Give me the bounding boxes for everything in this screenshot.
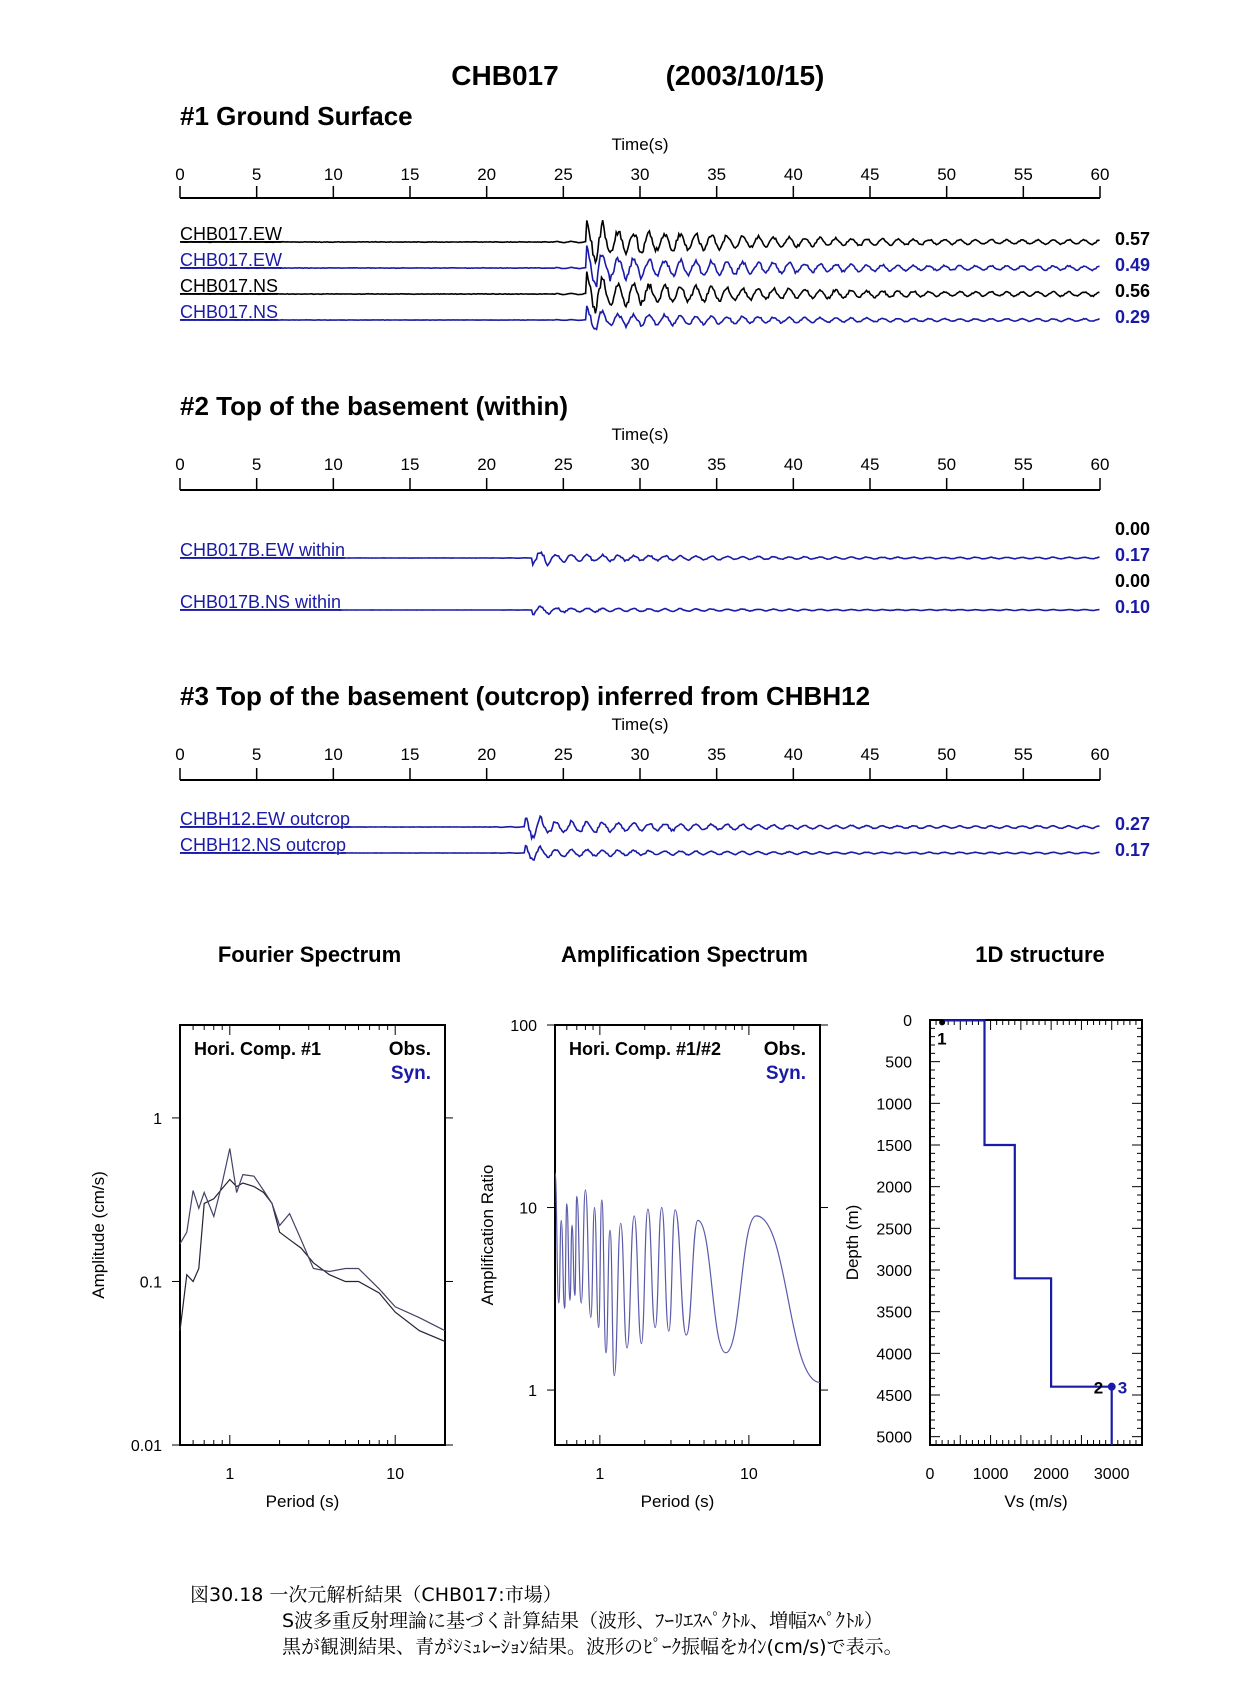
time-tick-label: 5 (251, 165, 262, 184)
figure-caption (190, 1582, 903, 1660)
panel-title: Fourier Spectrum (217, 942, 402, 967)
section-title: #3 Top of the basement (outcrop) inferred from CHBH12 (180, 681, 871, 711)
trace-label: CHB017B.NS within (180, 592, 342, 612)
y-tick-label: 1000 (876, 1096, 912, 1114)
time-tick-label: 20 (477, 165, 497, 184)
peak-amplitude: 0.00 (1114, 571, 1150, 591)
time-tick-label: 15 (400, 745, 420, 764)
y-tick-label: 1500 (876, 1138, 912, 1155)
panel-frame (555, 1025, 820, 1445)
time-tick-label: 25 (553, 165, 573, 184)
y-tick-label: 5000 (876, 1429, 912, 1447)
x-tick-label: 3000 (1093, 1466, 1130, 1483)
x-tick-label: 1000 (972, 1466, 1009, 1483)
y-tick-label: 4500 (876, 1388, 912, 1405)
time-tick-label: 35 (707, 455, 727, 474)
inner-label: Hori. Comp. #1/#2 (569, 1039, 722, 1059)
y-tick-label: 1 (528, 1383, 537, 1401)
amplification-line (555, 1173, 820, 1383)
section-basement-within (175, 391, 1150, 617)
time-tick-label: 35 (707, 165, 727, 184)
vs-profile-line (942, 1020, 1112, 1445)
time-tick-label: 45 (860, 455, 880, 474)
time-tick-label: 0 (175, 455, 185, 474)
peak-amplitude: 0.56 (1114, 281, 1150, 301)
peak-amplitude: 0.17 (1114, 840, 1150, 860)
time-tick-label: 25 (553, 745, 573, 764)
panel-frame (930, 1020, 1142, 1445)
peak-amplitude: 0.49 (1114, 255, 1150, 275)
peak-amplitude: 0.17 (1114, 545, 1150, 565)
caption-line-2: S波多重反射理論に基づく計算結果（波形、ﾌｰﾘｴｽﾍﾟｸﾄﾙ、増幅ｽﾍﾟｸﾄﾙ） (282, 1610, 884, 1632)
y-tick-label: 3500 (876, 1304, 912, 1322)
section-title: #1 Ground Surface (180, 101, 413, 131)
section-title: #2 Top of the basement (within) (180, 391, 569, 421)
inner-label: Hori. Comp. #1 (194, 1039, 322, 1059)
y-axis-label: Depth (m) (843, 1204, 862, 1281)
time-tick-label: 60 (1090, 165, 1110, 184)
time-tick-label: 60 (1090, 745, 1110, 764)
fourier-spectrum-panel (89, 942, 453, 1511)
time-tick-label: 60 (1090, 455, 1110, 474)
time-tick-label: 5 (251, 455, 262, 474)
peak-amplitude: 0.00 (1114, 519, 1150, 539)
time-tick-label: 50 (937, 745, 957, 764)
panel-title: Amplification Spectrum (561, 942, 808, 967)
time-tick-label: 40 (783, 165, 803, 184)
trace-label: CHB017.NS (180, 276, 279, 296)
time-tick-label: 30 (630, 745, 650, 764)
y-axis-label: Amplitude (cm/s) (89, 1171, 108, 1299)
y-tick-label: 4000 (876, 1346, 912, 1364)
x-axis-label: Vs (m/s) (1004, 1492, 1068, 1511)
y-tick-label: 2500 (876, 1221, 912, 1239)
y-tick-label: 2000 (876, 1179, 912, 1197)
time-tick-label: 15 (400, 455, 420, 474)
time-tick-label: 45 (860, 165, 880, 184)
trace-label: CHB017.EW (180, 224, 283, 244)
x-tick-label: 2000 (1033, 1466, 1069, 1483)
y-axis-label: Amplification Ratio (478, 1164, 497, 1306)
trace-label: CHB017B.EW within (180, 540, 346, 560)
amplification-spectrum-panel (478, 942, 828, 1511)
time-axis-label: Time(s) (611, 715, 669, 734)
section-ground-surface (175, 101, 1150, 329)
time-tick-label: 35 (707, 745, 727, 764)
y-tick-label: 3000 (876, 1263, 912, 1280)
spectrum-line-0 (180, 1180, 445, 1342)
trace-label: CHB017.NS (180, 302, 279, 322)
time-tick-label: 10 (323, 455, 343, 474)
time-tick-label: 25 (553, 455, 573, 474)
trace-label: CHB017.EW (180, 250, 283, 270)
time-tick-label: 40 (783, 455, 803, 474)
time-tick-label: 55 (1013, 455, 1033, 474)
marker-1-label: 1 (937, 1029, 947, 1049)
peak-amplitude: 0.57 (1114, 229, 1150, 249)
time-tick-label: 20 (477, 455, 497, 474)
legend-syn: Syn. (390, 1063, 431, 1084)
legend-obs: Obs. (763, 1039, 806, 1060)
panel-title: 1D structure (975, 942, 1105, 967)
y-tick-label: 1 (153, 1110, 162, 1128)
time-tick-label: 20 (477, 745, 497, 764)
trace-label: CHBH12.EW outcrop (180, 809, 351, 829)
time-tick-label: 55 (1013, 745, 1033, 764)
station-title: CHB017 (451, 60, 559, 91)
y-tick-label: 0 (903, 1013, 912, 1030)
time-tick-label: 0 (175, 745, 185, 764)
x-tick-label: 10 (386, 1466, 405, 1483)
time-tick-label: 15 (400, 165, 420, 184)
time-tick-label: 50 (937, 165, 957, 184)
peak-amplitude: 0.29 (1114, 307, 1150, 327)
marker-1-point (939, 1019, 945, 1025)
x-tick-label: 1 (225, 1466, 235, 1483)
time-tick-label: 30 (630, 455, 650, 474)
time-tick-label: 55 (1013, 165, 1033, 184)
time-tick-label: 45 (860, 745, 880, 764)
y-tick-label: 0.1 (139, 1274, 162, 1292)
trace-label: CHBH12.NS outcrop (180, 835, 347, 855)
time-tick-label: 0 (175, 165, 185, 184)
y-tick-label: 500 (885, 1054, 912, 1072)
structure-panel (843, 942, 1142, 1511)
y-tick-label: 10 (519, 1200, 537, 1218)
legend-obs: Obs. (388, 1039, 431, 1060)
legend-syn: Syn. (765, 1063, 806, 1084)
x-tick-label: 10 (739, 1466, 758, 1483)
marker-2-point (1108, 1383, 1116, 1391)
peak-amplitude: 0.10 (1114, 597, 1150, 617)
peak-amplitude: 0.27 (1114, 814, 1150, 834)
time-tick-label: 40 (783, 745, 803, 764)
marker-3-label: 3 (1117, 1378, 1128, 1398)
x-axis-label: Period (s) (640, 1492, 715, 1511)
marker-2-label: 2 (1093, 1378, 1104, 1398)
caption-line-1: 図30.18 一次元解析結果（CHB017:市場） (190, 1584, 562, 1606)
panel-frame (180, 1025, 445, 1445)
y-tick-label: 100 (510, 1018, 537, 1035)
date-title: (2003/10/15) (665, 60, 825, 91)
x-tick-label: 0 (925, 1466, 935, 1483)
time-tick-label: 5 (251, 745, 262, 764)
section-basement-outcrop (175, 681, 1150, 860)
time-tick-label: 30 (630, 165, 650, 184)
waveform-trace (180, 220, 1100, 262)
x-axis-label: Period (s) (265, 1492, 340, 1511)
time-tick-label: 50 (937, 455, 957, 474)
y-tick-label: 0.01 (130, 1438, 162, 1455)
waveform-trace (180, 306, 1100, 330)
time-tick-label: 10 (323, 745, 343, 764)
time-axis-label: Time(s) (611, 135, 669, 154)
spectrum-line-1 (180, 1149, 445, 1331)
x-tick-label: 1 (595, 1466, 605, 1483)
caption-line-3: 黒が観測結果、青がｼﾐｭﾚｰｼｮﾝ結果。波形のﾋﾟｰｸ振幅をｶｲﾝ(cm/s)で表示。 (282, 1636, 903, 1658)
time-axis-label: Time(s) (611, 425, 669, 444)
time-tick-label: 10 (323, 165, 343, 184)
